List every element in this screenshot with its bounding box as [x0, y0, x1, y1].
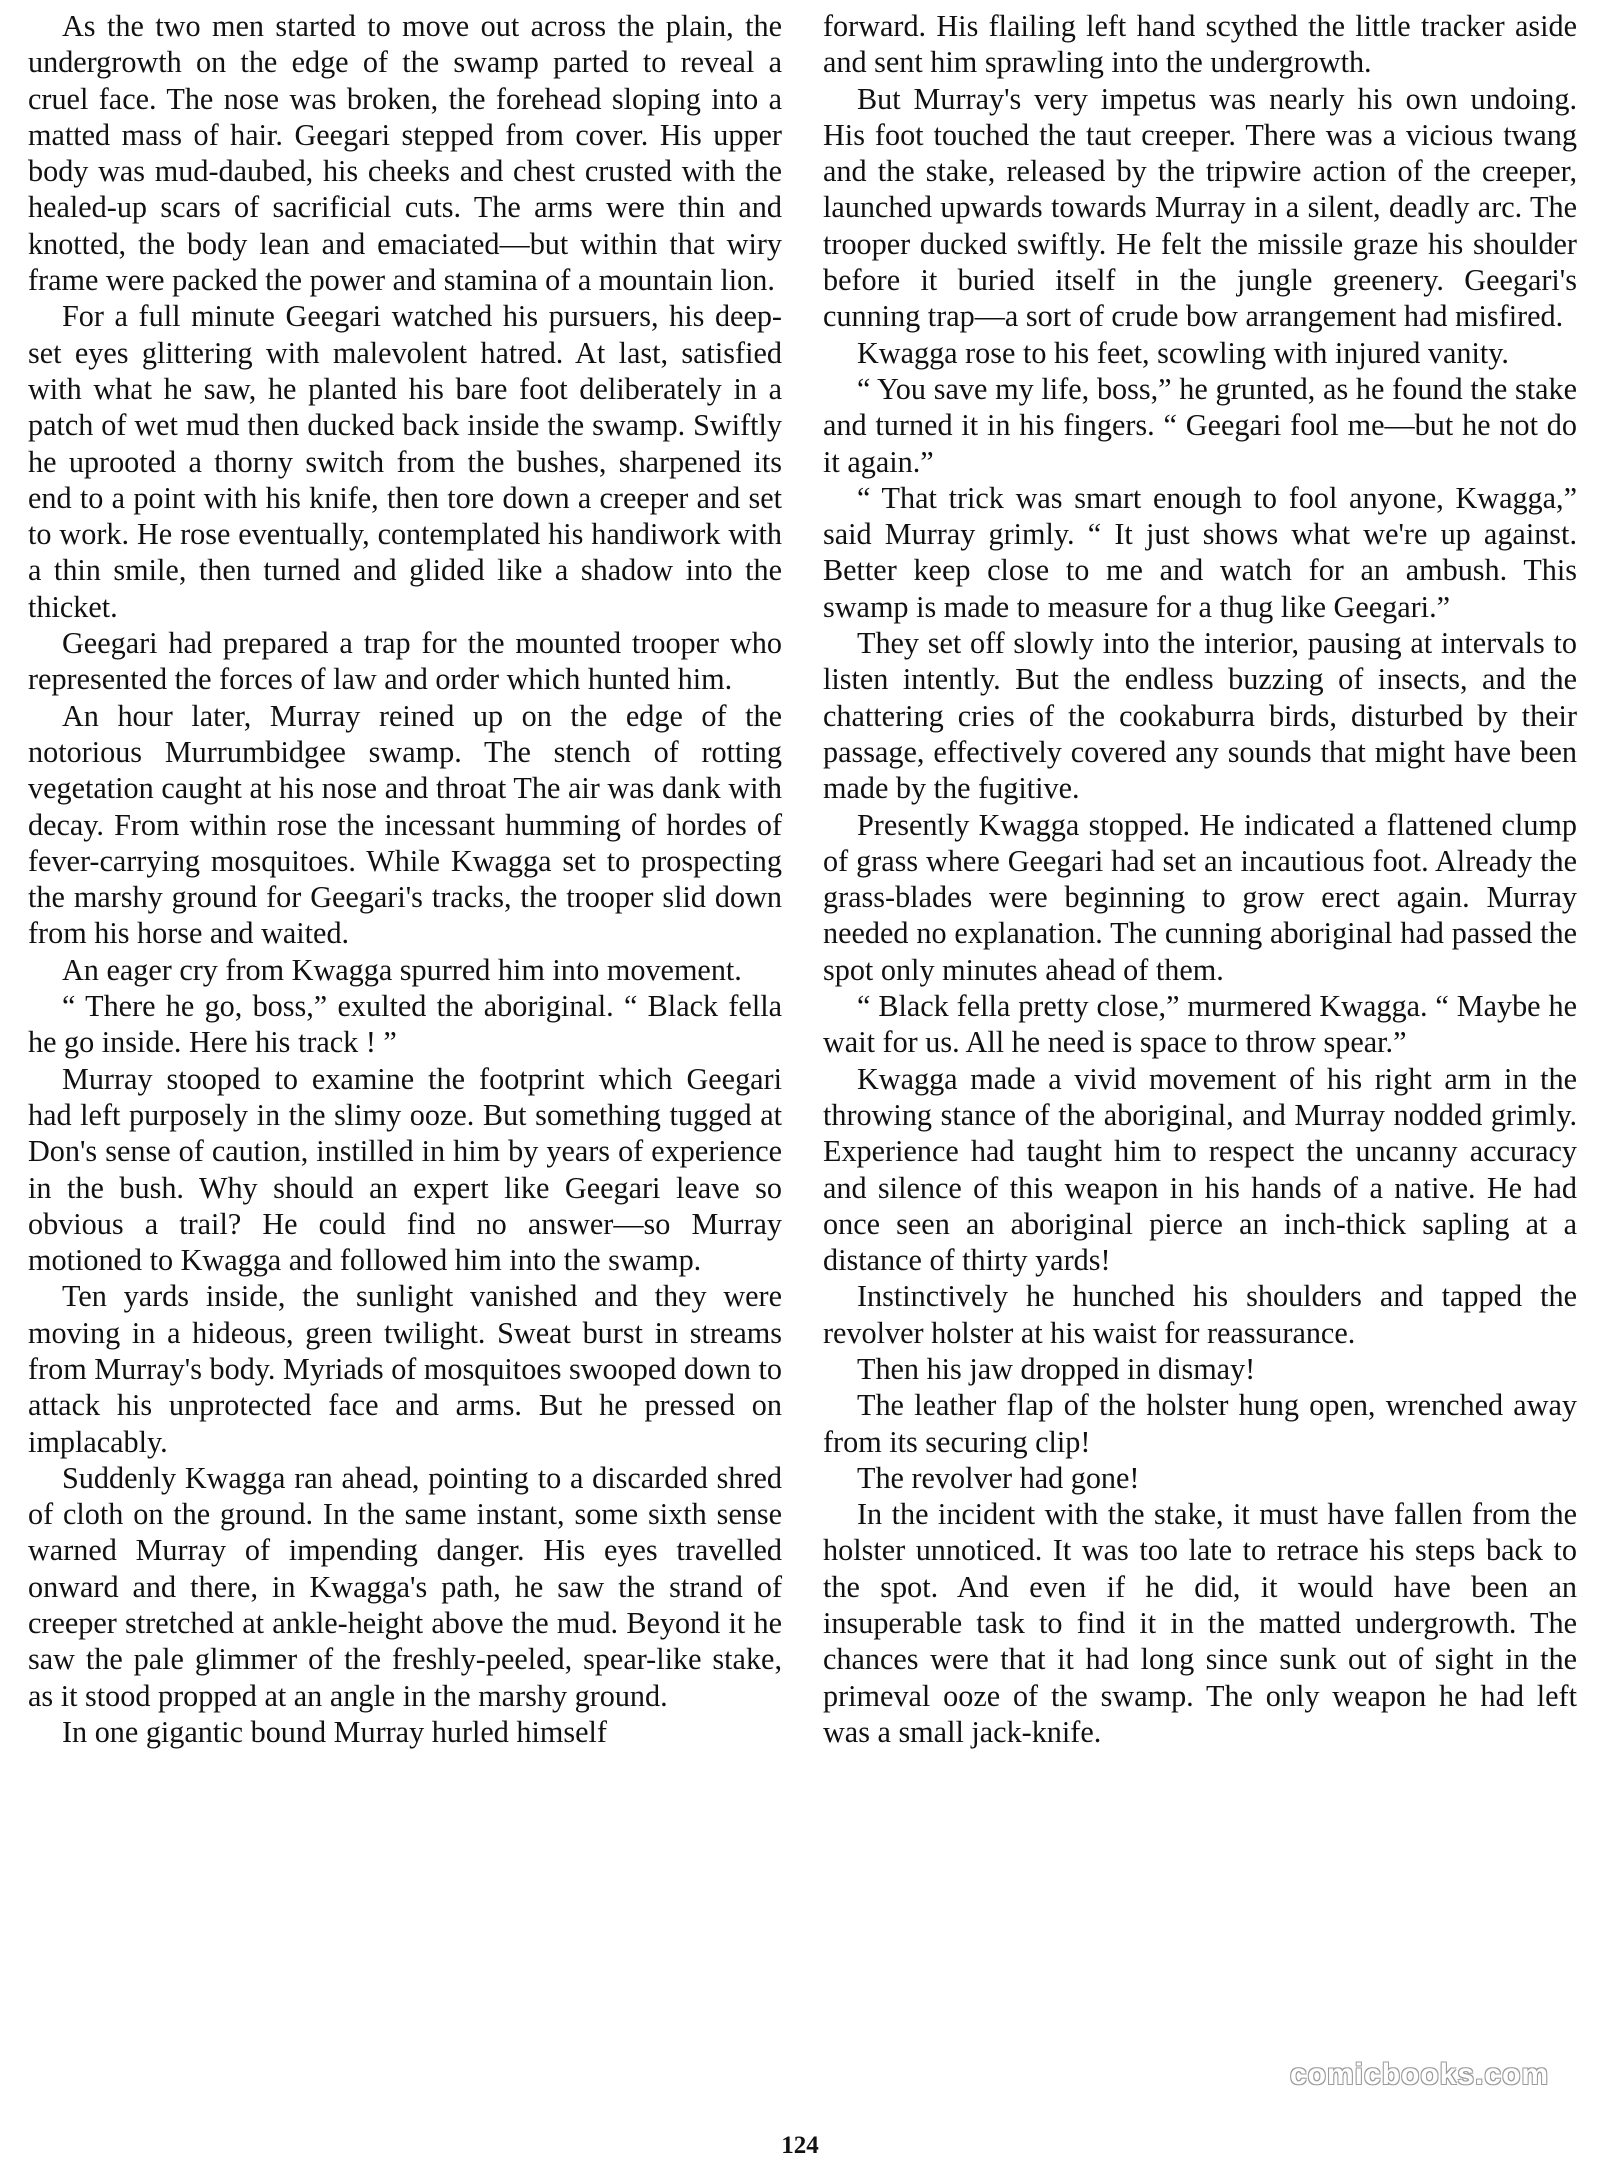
watermark: comicbooks.com	[1290, 2058, 1550, 2091]
paragraph: But Murray's very impetus was nearly his own undoing. His foot touched the taut creeper. There was a vicious twang and the stake, released by the tripwire action of the creeper, launched upwards towards Murray in a silent, deadly arc. The trooper ducked swiftly. He felt the missile graze his shoulder before it buried itself in the jungle greenery. Geegari's cunning trap—a sort of crude bow arrangement had misfired.	[823, 81, 1577, 334]
paragraph-continued: forward. His flailing left hand scythed the little tracker aside and sent him sprawling into the undergrowth.	[823, 9, 1577, 80]
paragraph: Geegari had prepared a trap for the mounted trooper who represented the forces of law and order which hunted him.	[28, 626, 782, 697]
paragraph: Ten yards inside, the sunlight vanished and they were moving in a hideous, green twilight. Sweat burst in streams from Murray's body. Myriads of mosquitoes swooped down to attack his unprotected face and arms. But he pressed on implacably.	[28, 1279, 782, 1459]
right-column	[823, 8, 1577, 1750]
paragraph: “ You save my life, boss,” he grunted, as he found the stake and turned it in his fingers. “ Geegari fool me—but he not do it again.”	[823, 371, 1577, 479]
paragraph: Kwagga rose to his feet, scowling with injured vanity.	[857, 335, 1509, 370]
paragraph: The leather flap of the holster hung open, wrenched away from its securing clip!	[823, 1388, 1577, 1459]
page-number: 124	[781, 2132, 819, 2159]
paragraph: As the two men started to move out across the plain, the undergrowth on the edge of the swamp parted to reveal a cruel face. The nose was broken, the forehead sloping into a matted mass of hair. Geegari stepped from cover. His upper body was mud-daubed, his cheeks and chest crusted with the healed-up scars of sacrificial cuts. The arms were thin and knotted, the body lean and emaciated—but within that wiry frame were packed the power and stamina of a mountain lion.	[28, 9, 782, 298]
paragraph: Suddenly Kwagga ran ahead, pointing to a discarded shred of cloth on the ground. In the same instant, some sixth sense warned Murray of impending danger. His eyes travelled onward and there, in Kwagga's path, he saw the strand of creeper stretched at ankle-height above the mud. Beyond it he saw the pale glimmer of the freshly-peeled, spear-like stake, as it stood propped at an angle in the marshy ground.	[28, 1460, 782, 1713]
left-column	[28, 8, 782, 1750]
paragraph: “ There he go, boss,” exulted the aboriginal. “ Black fella he go inside. Here his track ! ”	[28, 989, 782, 1060]
paragraph: Presently Kwagga stopped. He indicated a flattened clump of grass where Geegari had set an incautious foot. Already the grass-blades were beginning to grow erect again. Murray needed no explanation. The cunning aboriginal had passed the spot only minutes ahead of them.	[823, 807, 1577, 987]
paragraph: In one gigantic bound Murray hurled himself	[62, 1714, 607, 1749]
paragraph: For a full minute Geegari watched his pursuers, his deep-set eyes glittering with malevolent hatred. At last, satisfied with what he saw, he planted his bare foot deliberately in a patch of wet mud then ducked back inside the swamp. Swiftly he uprooted a thorny switch from the bushes, sharpened its end to a point with his knife, then tore down a creeper and set to work. He rose eventually, contemplated his handiwork with a thin smile, then turned and glided like a shadow into the thicket.	[28, 299, 782, 624]
paragraph: An eager cry from Kwagga spurred him into movement.	[62, 952, 742, 987]
paragraph: Kwagga made a vivid movement of his right arm in the throwing stance of the aboriginal, and Murray nodded grimly. Experience had taught him to respect the uncanny accuracy and silence of this weapon in his hands of a native. He had once seen an aboriginal pierce an inch-thick sapling at a distance of thirty yards!	[823, 1061, 1577, 1278]
paragraph: The revolver had gone!	[857, 1460, 1140, 1495]
paragraph: Instinctively he hunched his shoulders and tapped the revolver holster at his waist for reassurance.	[823, 1279, 1577, 1350]
paragraph: An hour later, Murray reined up on the edge of the notorious Murrumbidgee swamp. The stench of rotting vegetation caught at his nose and throat The air was dank with decay. From within rose the incessant humming of hordes of fever-carrying mosquitoes. While Kwagga set to prospecting the marshy ground for Geegari's tracks, the trooper slid down from his horse and waited.	[28, 698, 782, 951]
paragraph: Then his jaw dropped in dismay!	[857, 1351, 1256, 1386]
paragraph: Murray stooped to examine the footprint which Geegari had left purposely in the slimy ooze. But something tugged at Don's sense of caution, instilled in him by years of experience in the bush. Why should an expert like Geegari leave so obvious a trail? He could find no answer—so Murray motioned to Kwagga and followed him into the swamp.	[28, 1061, 782, 1278]
paragraph: They set off slowly into the interior, pausing at intervals to listen intently. But the endless buzzing of insects, and the chattering cries of the cookaburra birds, disturbed by their passage, effectively covered any sounds that might have been made by the fugitive.	[823, 626, 1577, 806]
paragraph: “ Black fella pretty close,” murmered Kwagga. “ Maybe he wait for us. All he need is space to throw spear.”	[823, 989, 1577, 1060]
paragraph: “ That trick was smart enough to fool anyone, Kwagga,” said Murray grimly. “ It just shows what we're up against. Better keep close to me and watch for an ambush. This swamp is made to measure for a thug like Geegari.”	[823, 480, 1577, 624]
paragraph: In the incident with the stake, it must have fallen from the holster unnoticed. It was too late to retrace his steps back to the spot. And even if he did, it would have been an insuperable task to find it in the matted undergrowth. The chances were that it had long since sunk out of sight in the primeval ooze of the swamp. The only weapon he had left was a small jack-knife.	[823, 1497, 1577, 1749]
